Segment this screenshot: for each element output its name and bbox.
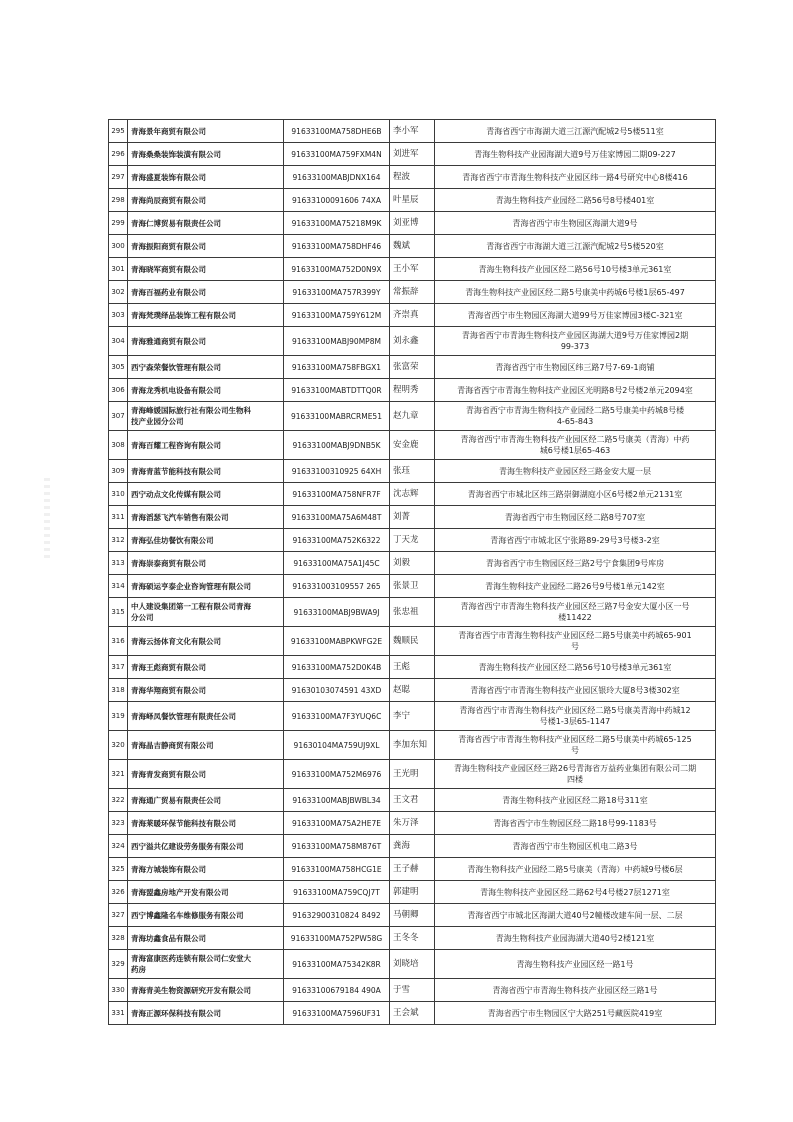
credit-code: 91633100MA75A2HE7E	[284, 812, 390, 835]
table-row	[109, 166, 716, 189]
company-address: 青海生物科技产业园区经二路56号10号楼3单元361室	[435, 258, 716, 281]
row-number: 320	[109, 731, 128, 760]
company-address-line: 号	[571, 746, 579, 755]
row-number: 308	[109, 431, 128, 460]
credit-code: 91633100MA75342K8R	[284, 950, 390, 979]
company-address: 青海省西宁市城北区海湖大道40号2幢楼改建车间一层、二层	[435, 904, 716, 927]
company-address-line: 青海省西宁市青海生物科技产业园区经二路5号康美（青海）中药	[460, 435, 690, 444]
row-number: 297	[109, 166, 128, 189]
legal-person: 魏斌	[390, 235, 435, 258]
legal-person: 王小军	[390, 258, 435, 281]
table-row	[109, 431, 716, 460]
credit-code: 91633100MA759CQJ7T	[284, 881, 390, 904]
table-row	[109, 835, 716, 858]
company-name	[128, 598, 284, 627]
legal-person: 赵九章	[390, 402, 435, 431]
legal-person: 程波	[390, 166, 435, 189]
company-address	[435, 702, 716, 731]
legal-person: 刘菁	[390, 506, 435, 529]
company-name: 青海峄凤餐饮管理有限责任公司	[128, 702, 284, 731]
company-address-line: 四楼	[567, 775, 583, 784]
company-name: 青海雅通商贸有限公司	[128, 327, 284, 356]
table-row	[109, 120, 716, 143]
legal-person: 张忠祖	[390, 598, 435, 627]
company-address: 青海生物科技产业园区经一路1号	[435, 950, 716, 979]
table-row	[109, 402, 716, 431]
table-row	[109, 189, 716, 212]
legal-person: 王子赫	[390, 858, 435, 881]
company-name: 青海硕运亨泰企业咨询管理有限公司	[128, 575, 284, 598]
legal-person: 赵聪	[390, 679, 435, 702]
company-address: 青海省西宁市城北区宁张路89-29号3号楼3-2室	[435, 529, 716, 552]
credit-code: 91633100310925 64XH	[284, 460, 390, 483]
table-row	[109, 598, 716, 627]
company-name: 青海方城装饰有限公司	[128, 858, 284, 881]
company-name: 青海弘佳坊餐饮有限公司	[128, 529, 284, 552]
company-address: 青海省西宁市生物园区海湖大道99号万佳家博园3楼C-321室	[435, 304, 716, 327]
row-number: 325	[109, 858, 128, 881]
company-address: 青海省西宁市青海生物科技产业园区银玲大厦8号3楼302室	[435, 679, 716, 702]
company-address: 青海生物科技产业园区经三路金安大厦一层	[435, 460, 716, 483]
company-name: 青海莱暖环保节能科技有限公司	[128, 812, 284, 835]
legal-person: 张富荣	[390, 356, 435, 379]
table-row	[109, 304, 716, 327]
credit-code: 91633100679184 490A	[284, 979, 390, 1002]
table-row	[109, 356, 716, 379]
row-number: 327	[109, 904, 128, 927]
row-number: 300	[109, 235, 128, 258]
company-address	[435, 760, 716, 789]
table-row	[109, 552, 716, 575]
row-number: 301	[109, 258, 128, 281]
legal-person: 龚海	[390, 835, 435, 858]
credit-code: 91633100MA75A6M48T	[284, 506, 390, 529]
legal-person: 王光明	[390, 760, 435, 789]
company-address: 青海省西宁市青海生物科技产业园区经三路1号	[435, 979, 716, 1002]
legal-person: 刘晓培	[390, 950, 435, 979]
legal-person: 李加东知	[390, 731, 435, 760]
credit-code: 91633100MA759FXM4N	[284, 143, 390, 166]
company-name: 青海晶吉静商贸有限公司	[128, 731, 284, 760]
company-name: 青海云扬体育文化有限公司	[128, 627, 284, 656]
row-number: 305	[109, 356, 128, 379]
company-name: 青海通广贸易有限责任公司	[128, 789, 284, 812]
company-name: 西宁动点文化传媒有限公司	[128, 483, 284, 506]
company-name: 青海盛夏装饰有限公司	[128, 166, 284, 189]
credit-code: 91633100MABPKWFG2E	[284, 627, 390, 656]
company-name: 青海晓军商贸有限公司	[128, 258, 284, 281]
company-name: 青海梵璞绎品装饰工程有限公司	[128, 304, 284, 327]
table-row	[109, 143, 716, 166]
credit-code: 91633100MA75A1J45C	[284, 552, 390, 575]
row-number: 322	[109, 789, 128, 812]
company-address	[435, 627, 716, 656]
company-address: 青海省西宁市生物园区经三路2号宁食集团9号库房	[435, 552, 716, 575]
company-address: 青海省西宁市生物园区经二路18号99-1183号	[435, 812, 716, 835]
table-row	[109, 656, 716, 679]
table-row	[109, 379, 716, 402]
legal-person: 刘永鑫	[390, 327, 435, 356]
company-address-line: 青海省西宁市青海生物科技产业园区经三路7号金安大厦小区一号	[460, 602, 690, 611]
company-name-line: 青海富康医药连锁有限公司仁安堂大	[131, 954, 251, 963]
table-row	[109, 760, 716, 789]
enterprise-table-body	[109, 120, 716, 1025]
company-address-line: 楼11422	[558, 613, 592, 622]
credit-code: 91633100MA752D0K4B	[284, 656, 390, 679]
company-name: 西宁溢共亿建设劳务服务有限公司	[128, 835, 284, 858]
credit-code: 916331003109557 265	[284, 575, 390, 598]
row-number: 310	[109, 483, 128, 506]
company-name-line: 青海峰媛国际旅行社有限公司生物科	[131, 406, 251, 415]
table-row	[109, 858, 716, 881]
credit-code: 91633100MA7596UF31	[284, 1002, 390, 1025]
credit-code: 91633100MA752D0N9X	[284, 258, 390, 281]
company-address	[435, 431, 716, 460]
credit-code: 91633100MABRCRME51	[284, 402, 390, 431]
row-number: 303	[109, 304, 128, 327]
table-row	[109, 789, 716, 812]
row-number: 326	[109, 881, 128, 904]
company-name: 青海龙秀机电设备有限公司	[128, 379, 284, 402]
credit-code: 91630103074591 43XD	[284, 679, 390, 702]
company-address-line: 青海省西宁市青海生物科技产业园经二路5号康美中药城8号楼	[465, 406, 685, 415]
row-number: 312	[109, 529, 128, 552]
company-name: 西宁森荣餐饮管理有限公司	[128, 356, 284, 379]
enterprise-table	[108, 119, 716, 1025]
company-name-line: 技产业园分公司	[131, 417, 184, 426]
table-row	[109, 281, 716, 304]
table-row	[109, 235, 716, 258]
credit-code: 91633100MA75218M9K	[284, 212, 390, 235]
table-row	[109, 460, 716, 483]
row-number: 331	[109, 1002, 128, 1025]
legal-person: 常振辞	[390, 281, 435, 304]
table-row	[109, 702, 716, 731]
legal-person: 魏顺民	[390, 627, 435, 656]
credit-code: 91633100MA758FBGX1	[284, 356, 390, 379]
company-name: 青海仁博贸易有限责任公司	[128, 212, 284, 235]
credit-code: 91630104MA759UJ9XL	[284, 731, 390, 760]
company-name: 西宁博鑫隆名车维修服务有限公司	[128, 904, 284, 927]
row-number: 299	[109, 212, 128, 235]
row-number: 306	[109, 379, 128, 402]
row-number: 309	[109, 460, 128, 483]
company-name	[128, 950, 284, 979]
legal-person: 王冬冬	[390, 927, 435, 950]
company-address: 青海省西宁市青海生物科技产业园区光明路8号2号楼2单元2094室	[435, 379, 716, 402]
row-number: 316	[109, 627, 128, 656]
credit-code: 91633100MABTDTTQ0R	[284, 379, 390, 402]
company-address-line: 号楼1-3层65-1147	[539, 717, 611, 726]
credit-code: 91633100MA752K6322	[284, 529, 390, 552]
legal-person: 张珏	[390, 460, 435, 483]
legal-person: 刘毅	[390, 552, 435, 575]
company-address-line: 99-373	[560, 342, 590, 351]
company-address-line: 青海生物科技产业园区经三路26号青海省万益药业集团有限公司二期	[453, 764, 697, 773]
credit-code: 91633100MA758DHE6B	[284, 120, 390, 143]
credit-code: 91633100MA758M876T	[284, 835, 390, 858]
company-address-line: 青海省西宁市青海生物科技产业园区海湖大道9号万佳家博园2期	[461, 331, 689, 340]
legal-person: 王文君	[390, 789, 435, 812]
credit-code: 91633100MA759Y612M	[284, 304, 390, 327]
credit-code: 91633100MA758HCG1E	[284, 858, 390, 881]
legal-person: 丁天龙	[390, 529, 435, 552]
row-number: 298	[109, 189, 128, 212]
credit-code: 91633100MA752M6976	[284, 760, 390, 789]
table-row	[109, 950, 716, 979]
company-address: 青海省西宁市生物园区机电二路3号	[435, 835, 716, 858]
company-address: 青海省西宁市生物园区经二路8号707室	[435, 506, 716, 529]
company-name: 青海百耀工程咨询有限公司	[128, 431, 284, 460]
credit-code: 91633100MA7F3YUQ6C	[284, 702, 390, 731]
credit-code: 91633100MA757R399Y	[284, 281, 390, 304]
table-row	[109, 327, 716, 356]
legal-person: 齐崇真	[390, 304, 435, 327]
row-number: 318	[109, 679, 128, 702]
company-address: 青海生物科技产业园经二路26号9号楼1单元142室	[435, 575, 716, 598]
company-address-line: 4-65-843	[556, 417, 594, 426]
company-address-line: 青海省西宁市青海生物科技产业园区经二路5号康美中药城65-901	[458, 631, 692, 640]
company-name: 青海王彪商贸有限公司	[128, 656, 284, 679]
legal-person: 王会斌	[390, 1002, 435, 1025]
legal-person: 郭建明	[390, 881, 435, 904]
legal-person: 李小军	[390, 120, 435, 143]
company-name: 青海尚辰商贸有限公司	[128, 189, 284, 212]
company-name: 青海振阳商贸有限公司	[128, 235, 284, 258]
row-number: 295	[109, 120, 128, 143]
legal-person: 叶星辰	[390, 189, 435, 212]
company-address: 青海生物科技产业园区经二路62号4号楼27层1271室	[435, 881, 716, 904]
row-number: 296	[109, 143, 128, 166]
table-row	[109, 258, 716, 281]
table-row	[109, 904, 716, 927]
legal-person: 安金鹿	[390, 431, 435, 460]
table-row	[109, 529, 716, 552]
legal-person: 张景卫	[390, 575, 435, 598]
company-address	[435, 327, 716, 356]
legal-person: 李宁	[390, 702, 435, 731]
company-name: 青海青发商贸有限公司	[128, 760, 284, 789]
company-address: 青海省西宁市生物园区海湖大道9号	[435, 212, 716, 235]
legal-person: 于雪	[390, 979, 435, 1002]
company-address	[435, 402, 716, 431]
credit-code: 91633100MABJ9BWA9J	[284, 598, 390, 627]
row-number: 319	[109, 702, 128, 731]
table-row	[109, 212, 716, 235]
company-address-line: 城6号楼1层65-463	[539, 446, 611, 455]
company-name-line: 中人建设集团第一工程有限公司青海	[131, 602, 251, 611]
row-number: 317	[109, 656, 128, 679]
company-address: 青海生物科技产业园经二路56号8号楼401室	[435, 189, 716, 212]
company-name: 青海桑桑装饰装潢有限公司	[128, 143, 284, 166]
table-row	[109, 927, 716, 950]
company-address: 青海生物科技产业园区经二路18号311室	[435, 789, 716, 812]
company-address-line: 号	[571, 642, 579, 651]
credit-code: 91633100MABJDNX164	[284, 166, 390, 189]
row-number: 307	[109, 402, 128, 431]
legal-person: 刘亚博	[390, 212, 435, 235]
legal-person: 刘进军	[390, 143, 435, 166]
legal-person: 朱万泽	[390, 812, 435, 835]
company-name: 青海盟鑫房地产开发有限公司	[128, 881, 284, 904]
margin-scan-marks	[44, 478, 50, 558]
company-name: 青海崇泰商贸有限公司	[128, 552, 284, 575]
company-address	[435, 598, 716, 627]
row-number: 304	[109, 327, 128, 356]
company-address: 青海省西宁市城北区纬三路崇御湖庭小区6号楼2单元2131室	[435, 483, 716, 506]
company-address: 青海省西宁市生物园区宁大路251号藏医院419室	[435, 1002, 716, 1025]
credit-code: 91633100091606 74XA	[284, 189, 390, 212]
row-number: 313	[109, 552, 128, 575]
company-address: 青海省西宁市海湖大道三江源汽配城2号5楼511室	[435, 120, 716, 143]
company-address: 青海生物科技产业园区经二路56号10号楼3单元361室	[435, 656, 716, 679]
row-number: 311	[109, 506, 128, 529]
table-row	[109, 679, 716, 702]
legal-person: 王彪	[390, 656, 435, 679]
company-name: 青海正源环保科技有限公司	[128, 1002, 284, 1025]
row-number: 330	[109, 979, 128, 1002]
legal-person: 程明秀	[390, 379, 435, 402]
credit-code: 91633100MA758NFR7F	[284, 483, 390, 506]
company-address: 青海生物科技产业园海湖大道40号2楼121室	[435, 927, 716, 950]
row-number: 328	[109, 927, 128, 950]
row-number: 324	[109, 835, 128, 858]
company-address-line: 青海省西宁市青海生物科技产业园区经二路5号康美中药城65-125	[458, 735, 692, 744]
table-row	[109, 979, 716, 1002]
company-address: 青海生物科技产业园区经二路5号康美中药城6号楼1层65-497	[435, 281, 716, 304]
company-address	[435, 731, 716, 760]
row-number: 302	[109, 281, 128, 304]
row-number: 315	[109, 598, 128, 627]
credit-code: 91633100MABJBWBL34	[284, 789, 390, 812]
credit-code: 91633100MABJ90MP8M	[284, 327, 390, 356]
company-address: 青海省西宁市生物园区纬三路7号7-69-1商铺	[435, 356, 716, 379]
company-address: 青海省西宁市青海生物科技产业园区纬一路4号研究中心8楼416	[435, 166, 716, 189]
credit-code: 91633100MABJ9DNB5K	[284, 431, 390, 460]
legal-person: 沈志辉	[390, 483, 435, 506]
credit-code: 91632900310824 8492	[284, 904, 390, 927]
table-row	[109, 627, 716, 656]
company-name: 青海青美生物资源研究开发有限公司	[128, 979, 284, 1002]
row-number: 314	[109, 575, 128, 598]
table-row	[109, 506, 716, 529]
table-row	[109, 881, 716, 904]
company-name-line: 分公司	[131, 613, 154, 622]
company-address-line: 青海省西宁市青海生物科技产业园区经二路5号康美青海中药城12	[459, 706, 691, 715]
company-name: 青海滔瑟飞汽车销售有限公司	[128, 506, 284, 529]
table-row	[109, 1002, 716, 1025]
row-number: 329	[109, 950, 128, 979]
company-name: 青海华翔商贸有限公司	[128, 679, 284, 702]
company-address: 青海省西宁市海湖大道三江源汽配城2号5楼520室	[435, 235, 716, 258]
table-row	[109, 575, 716, 598]
company-name: 青海景年商贸有限公司	[128, 120, 284, 143]
table-row	[109, 812, 716, 835]
company-name	[128, 402, 284, 431]
credit-code: 91633100MA752PW58G	[284, 927, 390, 950]
company-name: 青海青蓝节能科技有限公司	[128, 460, 284, 483]
company-address: 青海生物科技产业园海湖大道9号万佳家博园二期09-227	[435, 143, 716, 166]
company-name: 青海坊鑫食品有限公司	[128, 927, 284, 950]
row-number: 323	[109, 812, 128, 835]
credit-code: 91633100MA758DHF46	[284, 235, 390, 258]
legal-person: 马朝卿	[390, 904, 435, 927]
company-name-line: 药房	[131, 965, 146, 974]
company-name: 青海百福药业有限公司	[128, 281, 284, 304]
table-row	[109, 483, 716, 506]
table-row	[109, 731, 716, 760]
company-address: 青海生物科技产业园经二路5号康美（青海）中药城9号楼6层	[435, 858, 716, 881]
row-number: 321	[109, 760, 128, 789]
